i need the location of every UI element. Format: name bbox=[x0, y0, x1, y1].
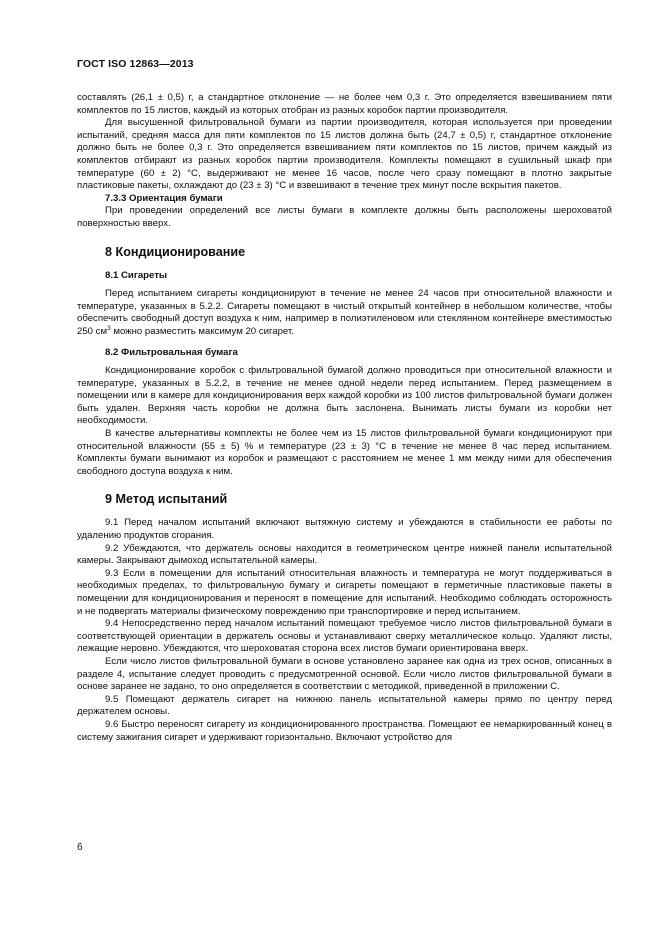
paragraph: Кондиционирование коробок с фильтровальной бумагой должно проводиться при относительной влажности и температуре, указанных в 5.2.2, в течение не менее одной недели перед испытанием. Перед размещением в помещении или в камере для кондиционирования верх каждой коробки из 100 листов фильтровальной бумаги должен быть удален. Верхняя часть коробки не должна быть заслонена. Вынимать листы бумаги из коробки нет необходимости. bbox=[77, 365, 612, 427]
subsection-heading: 8.2 Фильтровальная бумага bbox=[105, 346, 238, 358]
paragraph: 9.5 Помещают держатель сигарет на нижнюю панель испытательной камеры прямо по центру перед держателем основы. bbox=[77, 693, 612, 718]
paragraph: Для высушенной фильтровальной бумаги из партии производителя, которая используется при проведении испытаний, средняя масса для пяти комплектов по 15 листов должна быть (24,7 ± 0,5) г, стандартное отклонение должно быть не более 0,3 г. Это определяется взвешиванием пяти комплектов по 15 листов, причем каждый из комплектов отбирают из разных коробок партии производителя. Комплекты помещают в сушильный шкаф при температуре (60 ± 2) °С, выдерживают не менее 16 часов, после чего сразу помещают в плотно закрытые пластиковые пакеты, охлаждают до (23 ± 3) °С и взвешивают в течение трех минут после вскрытия пакетов. bbox=[77, 117, 612, 192]
section-heading: 9 Метод испытаний bbox=[105, 492, 228, 507]
document-page bbox=[77, 0, 612, 935]
paragraph: 9.3 Если в помещении для испытаний относительная влажность и температура не могут поддерживаться в необходимых пределах, то фильтровальную бумагу и сигареты помещают в герметичные пластиковые пакеты в помещении для кондиционирования и переносят в помещение для испытаний. Необходимо соблюдать осторожность и не подвергать материалы физическому повреждению при транспортировке и перед испытанием. bbox=[77, 567, 612, 617]
standard-header: ГОСТ ISO 12863—2013 bbox=[77, 58, 194, 70]
superscript: 3 bbox=[107, 324, 111, 332]
paragraph: 9.2 Убеждаются, что держатель основы находится в геометрическом центре нижней панели испытательной камеры. Закрывают дымоход испытательной камеры. bbox=[77, 542, 612, 567]
paragraph: При проведении определений все листы бумаги в комплекте должны быть расположены шероховатой поверхностью вверх. bbox=[77, 205, 612, 229]
paragraph: В качестве альтернативы комплекты не более чем из 15 листов фильтровальной бумаги кондиционируют при относительной влажности (55 ± 5) % и температуре (23 ± 3) °С в течение не менее 8 час перед испытанием. Комплекты бумаги вынимают из коробок и размещают с расстоянием не менее 1 мм между ними для обеспечения свободного доступа воздуха к ним. bbox=[77, 428, 612, 477]
paragraph: 9.6 Быстро переносят сигарету из кондиционированного пространства. Помещают ее немаркированный конец в систему зажигания сигарет и удерживают горизонтально. Включают устройство для bbox=[77, 718, 612, 743]
paragraph-text: можно разместить максимум 20 сигарет. bbox=[110, 325, 294, 337]
page-number: 6 bbox=[77, 842, 83, 853]
paragraph: составлять (26,1 ± 0,5) г, а стандартное отклонение — не более чем 0,3 г. Это определяется взвешиванием пяти комплектов по 15 листов, каждый из которых отобран из разных коробок партии производителя. bbox=[77, 92, 612, 116]
subsection-heading: 7.3.3 Ориентация бумаги bbox=[105, 192, 223, 204]
paragraph bbox=[77, 288, 612, 338]
section-heading: 8 Кондиционирование bbox=[105, 244, 246, 259]
paragraph-text: Перед испытанием сигареты кондиционируют в течение не менее 24 часов при относительной влажности и температуре, указанных в 5.2.2. Сигареты помещают в чистый открытый контейнер в небольшом количестве, чтобы обеспечить свободный доступ воздуха к ним, например в полиэтиленовом или стеклянном контейнере вместимостью 250 см bbox=[77, 288, 612, 337]
document-body bbox=[77, 92, 612, 744]
paragraph: Если число листов фильтровальной бумаги в основе установлено заранее как одна из трех основ, описанных в разделе 4, испытание следует проводить с предусмотренной основой. Если число листов фильтровальной бумаги в основе заранее не задано, то оно определяется в соответствии с методикой, приведенной в приложении С. bbox=[77, 655, 612, 693]
subsection-heading: 8.1 Сигареты bbox=[105, 269, 168, 281]
paragraph: 9.1 Перед началом испытаний включают вытяжную систему и убеждаются в стабильности ее работы по удалению продуктов сгорания. bbox=[77, 517, 612, 542]
paragraph: 9.4 Непосредственно перед началом испытаний помещают требуемое число листов фильтровальной бумаги в соответствующей ориентации в держатель основы и устанавливают сверху металлическое кольцо. Удаляют листы, лежащие неровно. Убеждаются, что шероховатая сторона всех листов бумаги ориентирована вверх. bbox=[77, 618, 612, 655]
